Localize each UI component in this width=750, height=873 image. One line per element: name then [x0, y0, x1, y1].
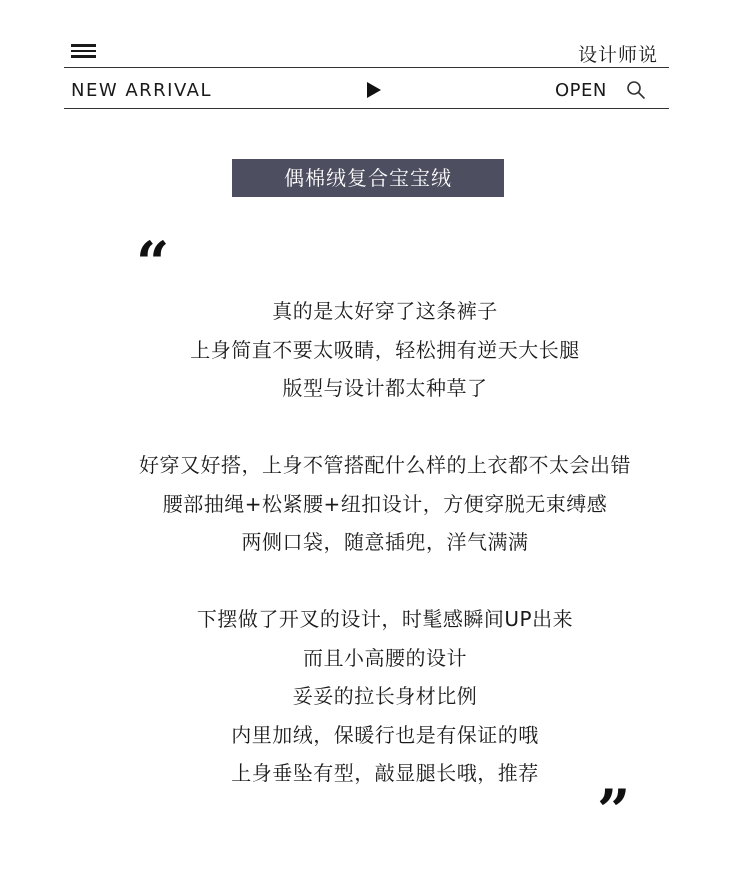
- section-title: 偶棉绒复合宝宝绒: [232, 159, 504, 197]
- close-quote-mark: ”: [597, 777, 631, 845]
- quote-line: 腰部抽绳+松紧腰+纽扣设计，方便穿脱无束缚感: [162, 492, 608, 516]
- bottom-divider: [64, 108, 669, 109]
- quote-line: 真的是太好穿了这条裤子: [272, 299, 498, 323]
- open-quote-mark: “: [136, 229, 170, 297]
- header-title: 设计师说: [577, 44, 658, 66]
- hamburger-menu-icon[interactable]: [71, 44, 96, 58]
- quote-line: 妥妥的拉长身材比例: [292, 684, 478, 708]
- quote-line: 两侧口袋，随意插兜，洋气满满: [241, 530, 529, 554]
- quote-line: 内里加绒，保暖行也是有保证的哦: [231, 723, 539, 747]
- play-icon[interactable]: [367, 82, 381, 98]
- open-link[interactable]: OPEN: [555, 80, 607, 101]
- quote-line: 下摆做了开叉的设计，时髦感瞬间UP出来: [196, 607, 574, 631]
- top-divider: [64, 67, 669, 68]
- search-icon[interactable]: [626, 80, 646, 100]
- quote-line: 上身垂坠有型，敲显腿长哦，推荐: [231, 761, 539, 785]
- quote-line: 而且小高腰的设计: [303, 646, 467, 670]
- quote-line: 版型与设计都太种草了: [282, 376, 488, 400]
- new-arrival-label: NEW ARRIVAL: [71, 80, 212, 101]
- quote-line: 好穿又好搭，上身不管搭配什么样的上衣都不太会出错: [139, 453, 631, 477]
- quote-line: 上身简直不要太吸睛，轻松拥有逆天大长腿: [190, 338, 580, 362]
